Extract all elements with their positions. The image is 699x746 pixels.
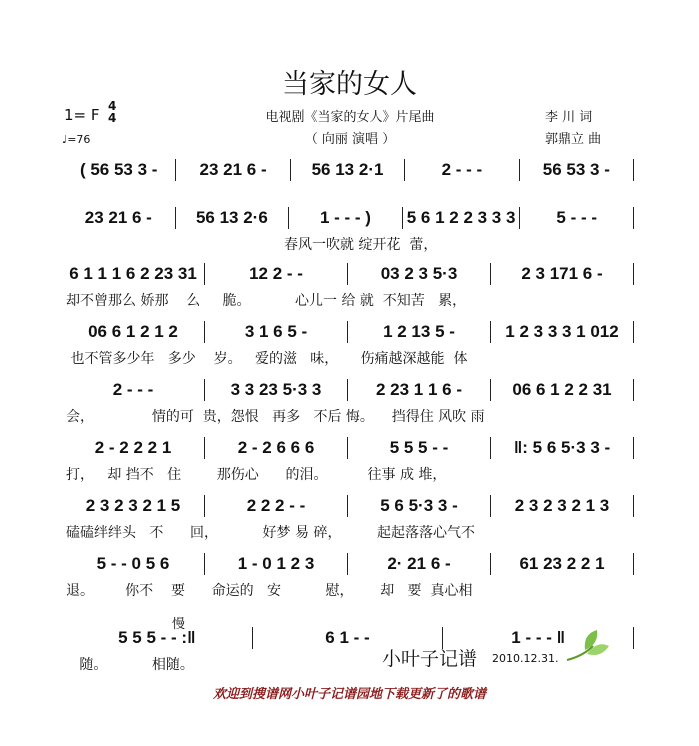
notation-row — [62, 436, 634, 460]
measure: 6 1 1 1 6 2 23 31 — [69, 264, 197, 283]
leaf-logo-icon — [563, 628, 611, 668]
measure: 2 - 2 2 2 1 — [94, 438, 172, 457]
measure: 3 1 6 5 - — [244, 322, 308, 341]
notation-row — [62, 262, 634, 286]
measure: 61 23 2 2 1 — [519, 554, 605, 573]
measure: 06 6 1 2 1 2 — [88, 322, 178, 341]
lyrics-line: 会， 情的可 贵，怨恨 再多 不后 悔。 挡得住 风吹 雨 — [66, 409, 485, 425]
composer: 郭鼎立 曲 — [545, 132, 602, 147]
bar-line — [633, 321, 634, 343]
measure: 2 2 2 - - — [246, 496, 306, 515]
song-title: 当家的女人 — [282, 69, 417, 100]
measure: 5 6 5·3 3 - — [380, 496, 458, 515]
subtitle: 电视剧《当家的女人》片尾曲 — [265, 110, 435, 125]
lyrics-line: 也不管多少年 多少 岁。 爱的滋 味， 伤痛越深越能 体 — [66, 351, 468, 367]
tempo-mark: ♩=76 — [62, 133, 91, 146]
bar-line — [633, 553, 634, 575]
measure: 1 - - - ‖ — [511, 628, 566, 647]
footer-note: 欢迎到搜谱网小叶子记谱园地下载更新了的歌谱 — [212, 687, 486, 702]
lyrics-line: 磕磕绊绊头 不 回， 好梦 易 碎， 起起落落心气不 — [66, 525, 476, 541]
measure: 5 6 1 2 2 3 3 3 — [406, 208, 516, 227]
measure: 23 21 6 - — [199, 160, 267, 179]
performer: （ 向丽 演唱 ） — [304, 132, 396, 147]
measure: 2· 21 6 - — [387, 554, 451, 573]
measure: 1 - 0 1 2 3 — [237, 554, 315, 573]
measure: 56 53 3 - — [542, 160, 610, 179]
measure: 6 1 - - — [325, 628, 370, 647]
measure: 5 - - - — [556, 208, 598, 227]
lyrics-line: 却不曾那么 娇那 么 脆。 心儿一 给 就 不知苦 累， — [66, 293, 467, 309]
measure: 1 2 13 5 - — [383, 322, 455, 341]
bar-line — [633, 159, 634, 181]
measure: 56 13 2·6 — [195, 208, 268, 227]
bar-line — [633, 437, 634, 459]
measure: 2 3 2 3 2 1 3 — [514, 496, 610, 515]
notation-row — [62, 494, 634, 518]
key-signature: 1= F — [64, 106, 100, 124]
date: 2010.12.31. — [492, 652, 559, 665]
notation-row — [62, 206, 634, 230]
measure: 1 - - - ) — [319, 208, 371, 227]
signature: 小叶子记谱 — [382, 648, 478, 670]
measure: 03 2 3 5·3 — [380, 264, 458, 283]
measure: 2 - - - — [112, 380, 154, 399]
lyrics-line: 打， 却 挡不 住 那伤心 的泪。 往事 成 堆， — [66, 467, 447, 483]
bar-line — [633, 207, 634, 229]
notation-row — [62, 378, 634, 402]
bar-line — [633, 379, 634, 401]
measure: 06 6 1 2 2 31 — [512, 380, 612, 399]
lyrics-line: 退。 你不 要 命运的 安 慰， 却 要 真心相 — [66, 583, 473, 599]
measure: 2 - 2 6 6 6 — [237, 438, 315, 457]
measure: 2 3 171 6 - — [521, 264, 603, 283]
lyricist: 李 川 词 — [545, 110, 593, 125]
measure: 5 - - 0 5 6 — [96, 554, 170, 573]
measure: 23 21 6 - — [84, 208, 152, 227]
measure: 5 5 5 - - — [389, 438, 449, 457]
lyrics-line: 随。 相随。 — [66, 657, 194, 673]
measure: 1 2 3 3 3 1 012 — [505, 322, 619, 341]
slow-mark: 慢 — [172, 617, 186, 632]
notation-row — [62, 158, 634, 182]
measure: ( 56 53 3 - — [79, 160, 158, 179]
time-top: 4 — [108, 99, 117, 113]
bar-line — [633, 263, 634, 285]
notation-row — [62, 626, 634, 650]
time-signature — [108, 100, 116, 124]
measure: 3 3 23 5·3 3 — [230, 380, 322, 399]
notation-row — [62, 320, 634, 344]
measure: 2 - - - — [441, 160, 483, 179]
measure: 5 5 5 - - :‖ — [118, 628, 196, 647]
measure: ‖: 5 6 5·3 3 - — [513, 438, 611, 457]
notation-row — [62, 552, 634, 576]
bar-line — [633, 495, 634, 517]
time-bottom: 4 — [108, 111, 117, 125]
measure: 56 13 2·1 — [311, 160, 384, 179]
lyrics-line: 春风一吹就 绽开花 蕾， — [66, 237, 438, 253]
bar-line — [633, 627, 634, 649]
measure: 2 3 2 3 2 1 5 — [85, 496, 181, 515]
measure: 12 2 - - — [249, 264, 303, 283]
measure: 2 23 1 1 6 - — [375, 380, 462, 399]
